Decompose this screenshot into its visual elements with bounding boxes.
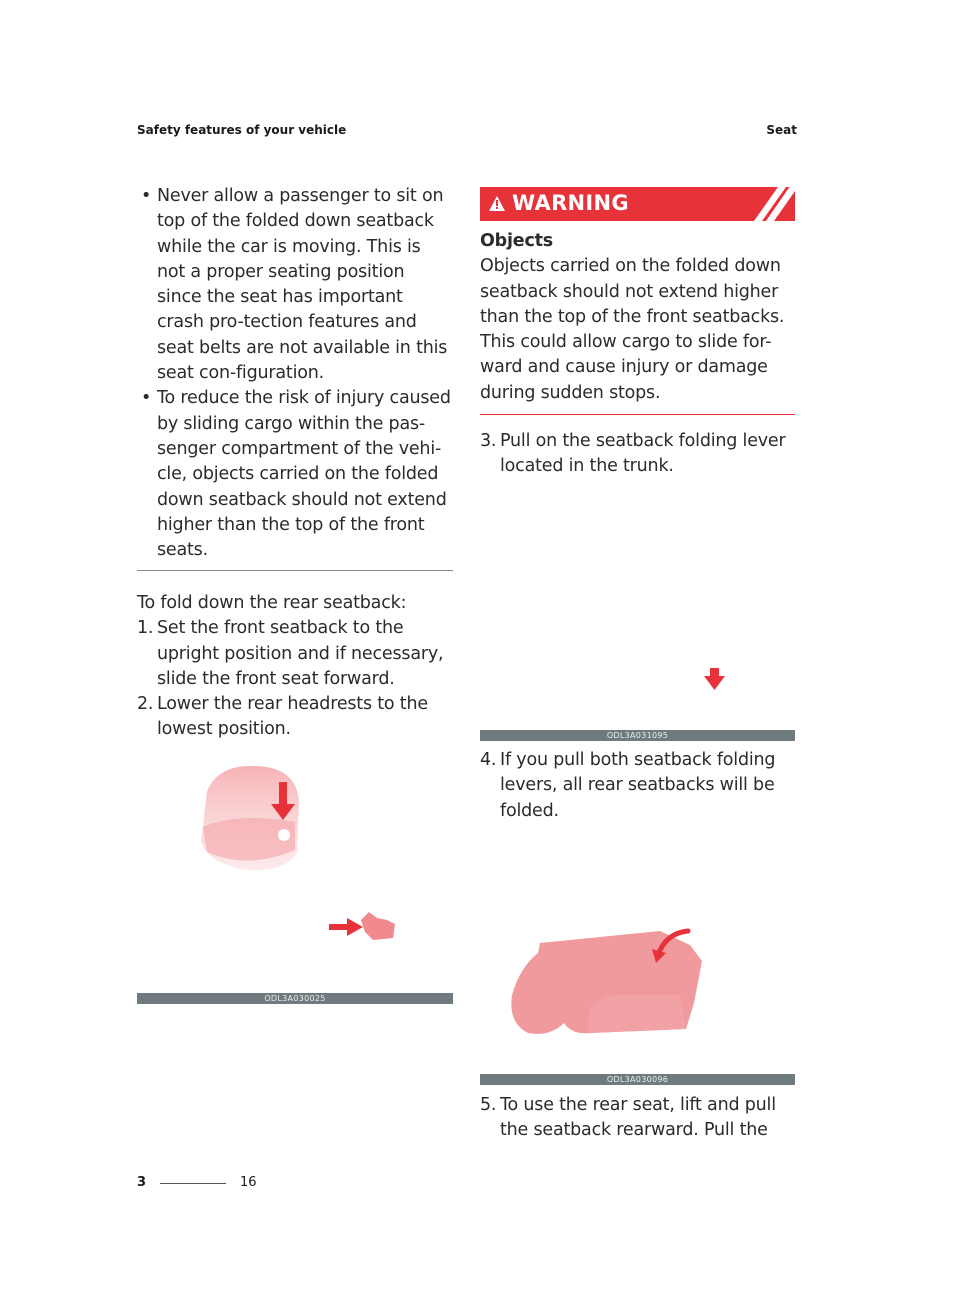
chapter-number: 3 — [137, 1175, 147, 1190]
step-item — [137, 692, 453, 743]
chapter-header: Safety features of your vehicle — [137, 123, 347, 137]
step-text: Lower the rear headrests to the lowest position. — [157, 694, 428, 740]
warning-content — [480, 229, 795, 406]
step-text: Set the front seatback to the upright position and if necessary, slide the front seat forward. — [157, 618, 444, 689]
step-4-block — [480, 748, 795, 824]
headrest-figure — [137, 752, 453, 992]
figure-caption: ODL3A030096 — [480, 1074, 795, 1085]
arrow-right-icon — [329, 918, 363, 936]
step-item — [480, 748, 795, 824]
step-text: To use the rear seat, lift and pull the seatback rearward. Pull the — [500, 1095, 776, 1141]
warning-heading: Objects — [480, 231, 554, 251]
step-item — [137, 616, 453, 692]
page-number: 16 — [240, 1175, 257, 1190]
figure-caption: ODL3A030025 — [137, 993, 453, 1004]
step-3-block — [480, 429, 795, 480]
bullet-text: To reduce the risk of injury caused by sliding cargo within the pas-senger compartment of the vehi-cle, objects carried on the folded down seatback should not extend higher than the top of the front seats. — [157, 388, 451, 561]
trunk-lever-figure — [480, 490, 795, 730]
section-divider — [137, 570, 453, 571]
step-text: Pull on the seatback folding lever located in the trunk. — [500, 431, 786, 477]
procedure-intro: To fold down the rear seatback: — [137, 593, 407, 613]
step-number: 2. — [137, 694, 154, 715]
bullet-mark: • — [141, 186, 152, 206]
step-number: 1. — [137, 618, 154, 639]
step-item — [480, 429, 795, 480]
bullet-item — [137, 184, 453, 386]
warning-triangle-icon — [489, 196, 505, 211]
footer-rule — [160, 1183, 226, 1184]
bullet-mark: • — [141, 388, 152, 409]
warning-title: WARNING — [512, 191, 629, 215]
seatback-figure — [480, 835, 795, 1074]
figure-caption: ODL3A031095 — [480, 730, 795, 741]
step-number: 3. — [480, 431, 497, 451]
warning-banner — [480, 187, 795, 221]
step-number: 5. — [480, 1095, 497, 1115]
step-item — [480, 1093, 795, 1144]
step-text: If you pull both seatback folding levers, all rear seatbacks will be folded. — [500, 750, 776, 821]
lever-shape — [361, 912, 395, 940]
warning-body: Objects carried on the folded down seatback should not extend higher than the top of the front seatbacks. This could allow cargo to slide for-ward and cause injury or damage during sudden stops. — [480, 256, 785, 403]
procedure-block — [137, 591, 453, 743]
step-5-block — [480, 1093, 795, 1144]
topic-header: Seat — [766, 123, 797, 137]
arrow-down-icon — [704, 668, 725, 690]
banner-stripes — [730, 187, 795, 221]
bullet-item — [137, 386, 453, 563]
step-number: 4. — [480, 750, 497, 770]
left-column — [137, 184, 453, 563]
bullet-text: Never allow a passenger to sit on top of the folded down seatback while the car is moving. This is not a proper seating position since the seat has important crash pro-tection features and seat belts are not available in this seat con-figuration. — [157, 186, 448, 384]
warning-end-rule — [480, 414, 795, 415]
